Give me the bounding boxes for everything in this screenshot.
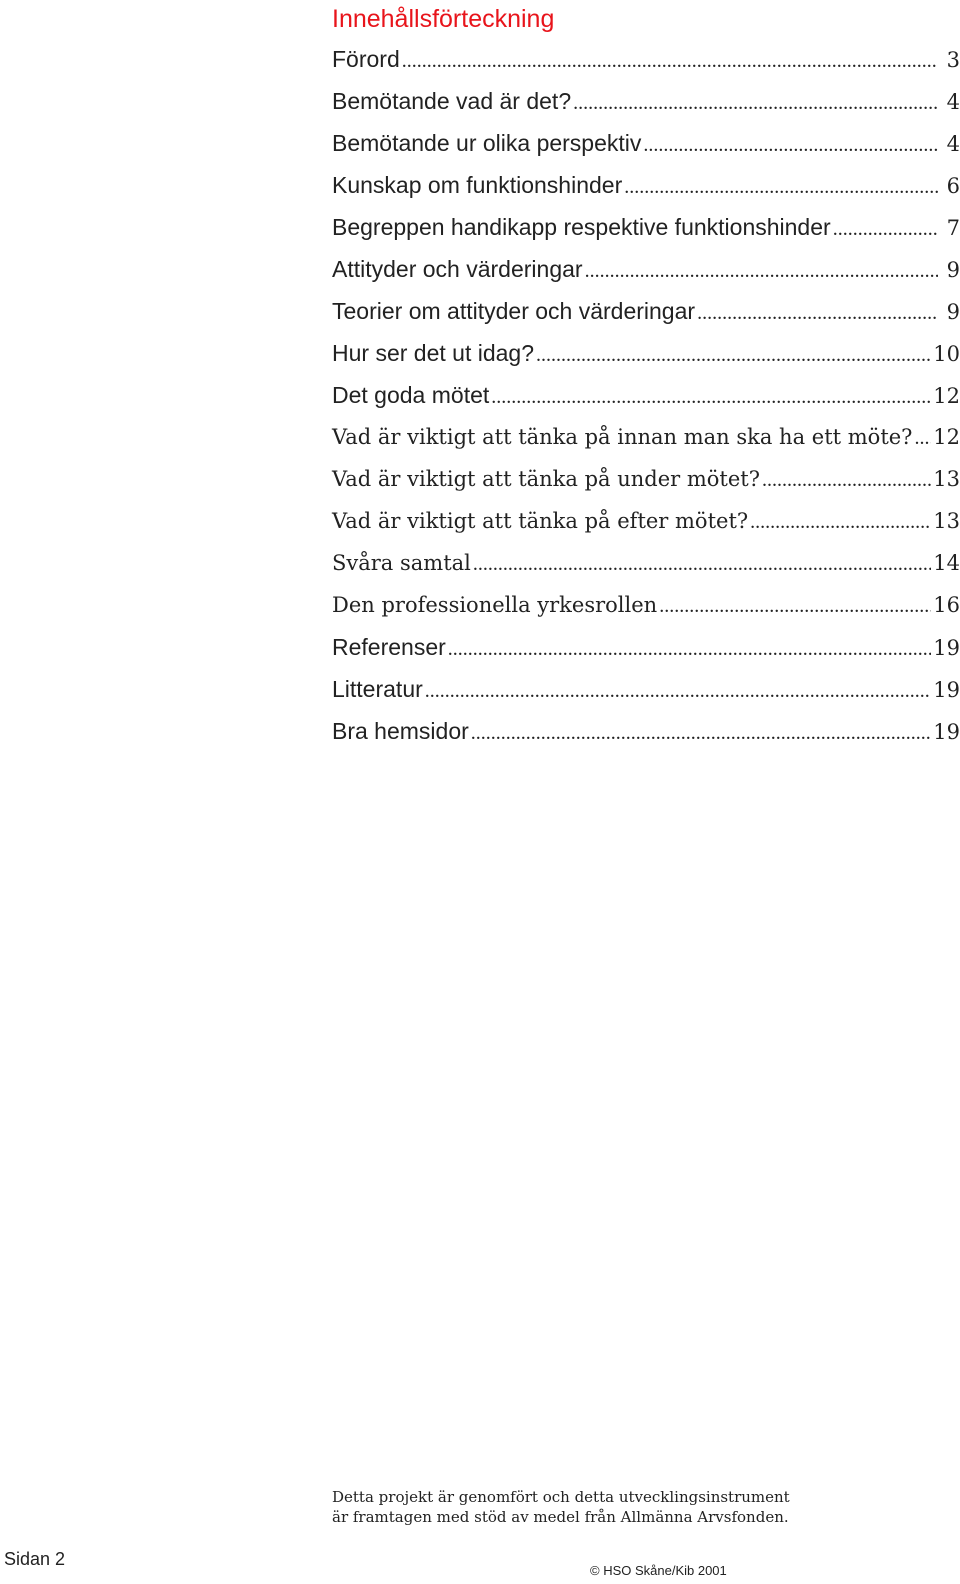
toc-leader-dots bbox=[471, 712, 931, 754]
toc-leader-dots bbox=[914, 417, 931, 459]
toc-list bbox=[332, 38, 960, 752]
toc-entry-label: Bemötande ur olika perspektiv bbox=[332, 130, 642, 156]
toc-entry-page: 16 bbox=[933, 593, 960, 617]
toc-entry-page: 3 bbox=[946, 48, 960, 72]
toc-entry-page: 4 bbox=[946, 90, 960, 114]
toc-entry bbox=[332, 122, 960, 164]
toc-entry bbox=[332, 248, 960, 290]
toc-entry-label: Attityder och värderingar bbox=[332, 256, 583, 282]
toc-entry-page: 19 bbox=[933, 720, 960, 744]
toc-title: Innehållsförteckning bbox=[332, 5, 555, 33]
toc-entry bbox=[332, 290, 960, 332]
toc-entry bbox=[332, 206, 960, 248]
toc-entry bbox=[332, 626, 960, 668]
toc-leader-dots bbox=[762, 459, 931, 501]
toc-entry-label: Svåra samtal bbox=[332, 551, 471, 575]
toc-leader-dots bbox=[659, 585, 931, 627]
toc-entry-page: 13 bbox=[933, 509, 960, 533]
page-number: Sidan 2 bbox=[4, 1549, 66, 1569]
toc-entry-page: 12 bbox=[933, 384, 960, 408]
toc-entry bbox=[332, 584, 960, 626]
toc-leader-dots bbox=[697, 292, 938, 334]
toc-entry-page: 12 bbox=[933, 425, 960, 449]
toc-entry-label: Vad är viktigt att tänka på efter mötet? bbox=[332, 509, 749, 533]
toc-entry bbox=[332, 458, 960, 500]
toc-entry-label: Litteratur bbox=[332, 676, 423, 702]
toc-entry-page: 10 bbox=[933, 342, 960, 366]
toc-entry-page: 4 bbox=[946, 132, 960, 156]
toc-leader-dots bbox=[573, 82, 938, 124]
toc-entry bbox=[332, 500, 960, 542]
toc-entry bbox=[332, 80, 960, 122]
copyright-notice: © HSO Skåne/Kib 2001 bbox=[590, 1563, 727, 1578]
table-of-contents bbox=[332, 4, 960, 752]
toc-leader-dots bbox=[585, 250, 938, 292]
toc-entry bbox=[332, 416, 960, 458]
toc-leader-dots bbox=[448, 628, 931, 670]
toc-entry bbox=[332, 38, 960, 80]
toc-entry-page: 14 bbox=[933, 551, 960, 575]
toc-entry bbox=[332, 542, 960, 584]
toc-entry-page: 7 bbox=[946, 216, 960, 240]
toc-entry-page: 9 bbox=[946, 258, 960, 282]
toc-entry-label: Kunskap om funktionshinder bbox=[332, 172, 623, 198]
toc-entry-page: 19 bbox=[933, 678, 960, 702]
toc-leader-dots bbox=[491, 376, 931, 418]
toc-entry bbox=[332, 374, 960, 416]
toc-entry-page: 6 bbox=[946, 174, 960, 198]
toc-entry bbox=[332, 164, 960, 206]
toc-leader-dots bbox=[536, 334, 931, 376]
toc-leader-dots bbox=[624, 166, 938, 208]
toc-entry-page: 9 bbox=[946, 300, 960, 324]
project-note-line: är framtagen med stöd av medel från Allmänna Arvsfonden. bbox=[332, 1508, 789, 1526]
toc-entry-label: Bra hemsidor bbox=[332, 718, 469, 744]
toc-leader-dots bbox=[425, 670, 932, 712]
toc-entry-label: Förord bbox=[332, 46, 400, 72]
project-note-line: Detta projekt är genomfört och detta utvecklingsinstrument bbox=[332, 1488, 790, 1506]
toc-entry bbox=[332, 332, 960, 374]
toc-leader-dots bbox=[750, 501, 931, 543]
toc-entry-page: 19 bbox=[933, 636, 960, 660]
toc-entry-label: Begreppen handikapp respektive funktionshinder bbox=[332, 214, 831, 240]
toc-entry-page: 13 bbox=[933, 467, 960, 491]
project-funding-note bbox=[332, 1487, 892, 1527]
toc-leader-dots bbox=[402, 40, 938, 82]
toc-leader-dots bbox=[643, 124, 938, 166]
toc-leader-dots bbox=[473, 543, 931, 585]
toc-entry-label: Bemötande vad är det? bbox=[332, 88, 572, 114]
toc-entry bbox=[332, 668, 960, 710]
toc-entry-label: Vad är viktigt att tänka på innan man ska ha ett möte? bbox=[332, 425, 913, 449]
toc-entry-label: Teorier om attityder och värderingar bbox=[332, 298, 696, 324]
toc-entry-label: Referenser bbox=[332, 634, 446, 660]
toc-leader-dots bbox=[833, 208, 938, 250]
toc-entry-label: Vad är viktigt att tänka på under mötet? bbox=[332, 467, 760, 491]
toc-entry-label: Den professionella yrkesrollen bbox=[332, 593, 658, 617]
toc-entry bbox=[332, 710, 960, 752]
toc-entry-label: Hur ser det ut idag? bbox=[332, 340, 535, 366]
toc-entry-label: Det goda mötet bbox=[332, 382, 490, 408]
